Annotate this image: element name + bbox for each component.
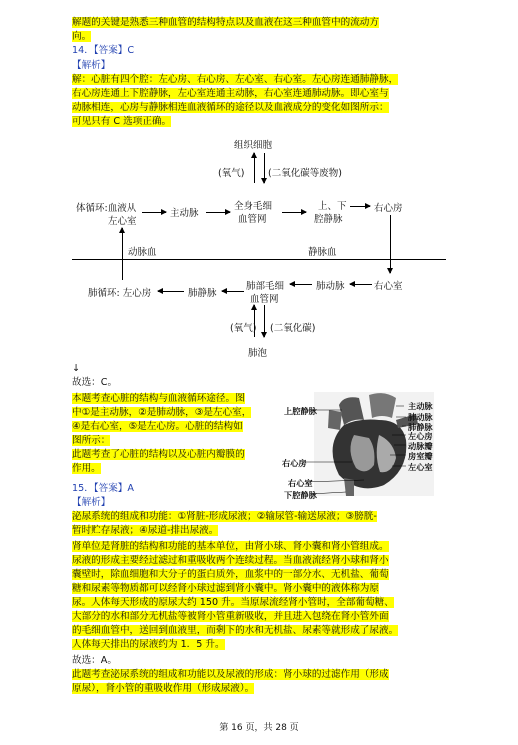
text-line: 大部分的水和部分无机盐等被肾小管重新吸收，并且进入包绕在肾小管外面 (72, 611, 389, 622)
text-line: 向。 (72, 31, 92, 42)
text-line: 中①是主动脉，②是肺动脉，③是左心室， (72, 407, 252, 418)
arrow-up (122, 228, 123, 280)
text-line: ↓ (72, 363, 81, 374)
analysis-label: 【解析】 (72, 60, 111, 71)
answer-15: 15．【答案】A (72, 483, 134, 494)
systemic-label: 体循环:血液从 (76, 203, 137, 214)
text-line: 故选：C。 (72, 377, 118, 388)
text-line: ④是右心室，⑤是左心房。心脏的结构如 (72, 421, 243, 432)
inferior-vena-cava-label: 下腔静脉 (284, 490, 317, 500)
arrow-down (264, 305, 265, 337)
venous-blood: 静脉血 (308, 247, 337, 258)
arrow-right (350, 206, 370, 207)
arterial-blood: 动脉血 (128, 247, 157, 258)
right-atrium: 右心房 (374, 203, 403, 214)
arrow-left (158, 291, 184, 292)
text-line: 可见只有 C 选项正确。 (72, 116, 172, 127)
aorta-label: 主动脉 (408, 401, 433, 411)
arrow-left (290, 284, 312, 285)
atrioventricular-valve-label: 房室瓣 (408, 451, 433, 461)
superior-vena-cava-label: 上腔静脉 (284, 406, 317, 416)
lung-capillaries: 肺部毛细 (246, 281, 285, 292)
answer-14: 14．【答案】C (72, 45, 135, 56)
body-capillaries-2: 血管网 (238, 214, 267, 225)
arrow-down (264, 153, 265, 183)
pulmonary-vein: 肺静脉 (188, 288, 217, 299)
right-ventricle-label: 右心室 (288, 478, 313, 488)
pulmonary-artery: 肺动脉 (316, 281, 345, 292)
left-atrium-label: 左心房 (408, 431, 433, 441)
vena-cava-2: 腔静脉 (314, 214, 343, 225)
arrow-right (142, 212, 166, 213)
text-line: 此题考查泌尿系统的组成和功能以及尿液的形成：肾小球的过滤作用（形成 (72, 669, 389, 680)
co2-label: (二氧化碳) (270, 323, 316, 334)
text-line: 右心房连通上下腔静脉，左心室连通主动脉，右心室连通肺动脉。即心室与 (72, 88, 389, 99)
text-line: 作用。 (72, 463, 101, 474)
alveoli: 肺泡 (248, 348, 268, 359)
arrow-down (390, 215, 391, 273)
text-line: 尿。人体每天形成的原尿大约 150 升。当原尿流经肾小管时，全部葡萄糖、 (72, 597, 394, 608)
vena-cava: 上、下 (318, 201, 347, 212)
co2-label: (二氧化碳等废物) (268, 168, 342, 179)
right-ventricle: 右心室 (374, 281, 403, 292)
text-line: 暂时贮存尿液；④尿道-排出尿液。 (72, 525, 219, 536)
divider-line (72, 259, 446, 260)
text-line: 的毛细血管中，送回到血液里，而剩下的水和无机盐、尿素等就形成了尿液。 (72, 625, 399, 636)
left-ventricle: 左心室 (108, 216, 137, 227)
text-line: 动脉相连，心房与静脉相连血液循环的途径以及血液成分的变化如图所示： (72, 102, 389, 113)
arterial-valve-label: 动脉瓣 (408, 441, 433, 451)
text-line: 肾单位是肾脏的结构和功能的基本单位，由肾小球、肾小囊和肾小管组成。 (72, 541, 389, 552)
pulmonary-artery-label: 肺动脉 (408, 412, 433, 422)
text-line: 图所示： (72, 435, 111, 446)
oxygen-label: (氧气) (218, 168, 245, 179)
pulmonary-label: 肺循环: 左心房 (88, 288, 152, 299)
text-line: 解题的关键是熟悉三种血管的结构特点以及血液在这三种血管中的流动方 (72, 17, 379, 28)
text-line: 囊壁时，除血细胞和大分子的蛋白质外，血浆中的一部分水、无机盐、葡萄 (72, 569, 389, 580)
analysis-label: 【解析】 (72, 497, 111, 508)
text-line: 本题考查心脏的结构与血液循环途径。图 (72, 393, 245, 404)
arrow-up (254, 153, 255, 183)
text-line: 此题考查了心脏的结构以及心脏内瓣膜的 (72, 449, 245, 460)
text-line: 尿液的形成主要经过滤过和重吸收两个连续过程。当血液流经肾小球和肾小 (72, 555, 389, 566)
arrow-right (206, 212, 230, 213)
text-line: 糖和尿素等物质都可以经肾小球过滤到肾小囊中。肾小囊中的液体称为原 (72, 583, 379, 594)
text-line: 泌尿系统的组成和功能：①肾脏-形成尿液；②输尿管-输送尿液；③膀胱- (72, 511, 377, 522)
right-atrium-label: 右心房 (282, 458, 307, 468)
text-line: 解：心脏有四个腔：左心房、右心房、左心室、右心室。左心房连通肺静脉， (72, 74, 399, 85)
page-footer: 第 16 页，共 28 页 (219, 723, 299, 733)
left-ventricle-label: 左心室 (408, 462, 433, 472)
text-line: 原尿），肾小管的重吸收作用（形成尿液）。 (72, 683, 255, 694)
arrow-left (350, 284, 372, 285)
lung-capillaries-2: 血管网 (250, 294, 279, 305)
arrow-left (222, 291, 244, 292)
text-line: 故选：A。 (72, 655, 117, 666)
arrow-right (282, 212, 306, 213)
text-line: 人体每天排出的尿液约为 1．5 升。 (72, 639, 225, 650)
tissue-cells: 组织细胞 (234, 140, 273, 151)
oxygen-label: (氧气) (230, 323, 257, 334)
pulmonary-vein-label: 肺静脉 (408, 422, 433, 432)
body-capillaries: 全身毛细 (234, 201, 273, 212)
aorta: 主动脉 (170, 208, 199, 219)
